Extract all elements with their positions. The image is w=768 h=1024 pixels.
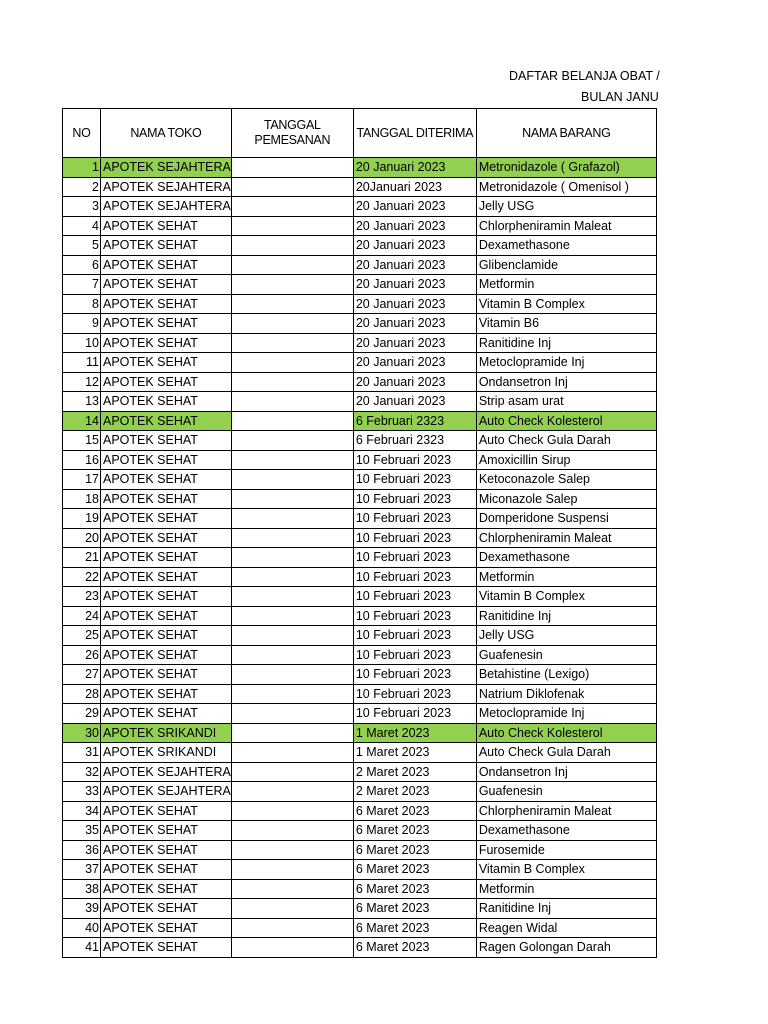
cell-nama-barang: Glibenclamide [476,255,656,275]
document-title: DAFTAR BELANJA OBAT / [509,69,660,83]
cell-tanggal-pemesanan [231,275,353,295]
table-row [63,294,657,314]
cell-tanggal-pemesanan [231,314,353,334]
cell-no: 32 [63,762,101,782]
table-row [63,606,657,626]
cell-tanggal-diterima: 1 Maret 2023 [353,743,476,763]
cell-no: 11 [63,353,101,373]
cell-nama-toko: APOTEK SEJAHTERA [101,782,232,802]
cell-tanggal-diterima: 20 Januari 2023 [353,255,476,275]
cell-nama-toko: APOTEK SEHAT [101,255,232,275]
cell-tanggal-pemesanan [231,392,353,412]
cell-no: 39 [63,899,101,919]
table-row [63,333,657,353]
cell-nama-barang: Vitamin B Complex [476,294,656,314]
cell-tanggal-diterima: 20 Januari 2023 [353,216,476,236]
cell-nama-toko: APOTEK SEHAT [101,411,232,431]
cell-tanggal-diterima: 10 Februari 2023 [353,704,476,724]
cell-no: 9 [63,314,101,334]
cell-tanggal-pemesanan [231,879,353,899]
column-header-nama-barang: NAMA BARANG [476,109,656,158]
cell-tanggal-diterima: 10 Februari 2023 [353,587,476,607]
cell-nama-barang: Domperidone Suspensi [476,509,656,529]
table-row [63,860,657,880]
table-row [63,431,657,451]
cell-no: 1 [63,158,101,178]
table-row [63,645,657,665]
cell-nama-barang: Ranitidine Inj [476,899,656,919]
cell-nama-toko: APOTEK SEJAHTERA [101,158,232,178]
cell-no: 38 [63,879,101,899]
table-row [63,255,657,275]
table-row [63,587,657,607]
cell-tanggal-pemesanan [231,431,353,451]
table-row [63,801,657,821]
cell-tanggal-diterima: 10 Februari 2023 [353,567,476,587]
cell-nama-barang: Ondansetron Inj [476,762,656,782]
cell-nama-barang: Metronidazole ( Omenisol ) [476,177,656,197]
table-row [63,704,657,724]
table-row [63,899,657,919]
table-row [63,197,657,217]
cell-tanggal-pemesanan [231,821,353,841]
cell-tanggal-diterima: 10 Februari 2023 [353,489,476,509]
cell-nama-barang: Ketoconazole Salep [476,470,656,490]
cell-no: 36 [63,840,101,860]
cell-tanggal-diterima: 6 Maret 2023 [353,899,476,919]
cell-tanggal-diterima: 10 Februari 2023 [353,548,476,568]
cell-nama-toko: APOTEK SEHAT [101,450,232,470]
cell-nama-toko: APOTEK SEHAT [101,704,232,724]
cell-nama-toko: APOTEK SEHAT [101,801,232,821]
cell-nama-toko: APOTEK SEHAT [101,489,232,509]
cell-nama-barang: Jelly USG [476,626,656,646]
cell-no: 17 [63,470,101,490]
cell-nama-barang: Guafenesin [476,782,656,802]
cell-no: 10 [63,333,101,353]
table-row [63,177,657,197]
table-row [63,470,657,490]
cell-no: 4 [63,216,101,236]
cell-nama-toko: APOTEK SEHAT [101,314,232,334]
cell-nama-barang: Ranitidine Inj [476,333,656,353]
cell-tanggal-pemesanan [231,704,353,724]
table-row [63,353,657,373]
cell-nama-barang: Strip asam urat [476,392,656,412]
cell-nama-toko: APOTEK SEHAT [101,918,232,938]
cell-tanggal-pemesanan [231,860,353,880]
cell-tanggal-diterima: 20 Januari 2023 [353,392,476,412]
table-row [63,548,657,568]
cell-nama-toko: APOTEK SEHAT [101,879,232,899]
cell-nama-barang: Auto Check Gula Darah [476,431,656,451]
cell-nama-barang: Ondansetron Inj [476,372,656,392]
table-row [63,723,657,743]
table-row [63,821,657,841]
cell-no: 7 [63,275,101,295]
table-row [63,938,657,958]
cell-nama-toko: APOTEK SEHAT [101,626,232,646]
cell-nama-toko: APOTEK SEHAT [101,606,232,626]
cell-tanggal-diterima: 6 Februari 2323 [353,431,476,451]
cell-nama-barang: Chlorpheniramin Maleat [476,216,656,236]
cell-no: 29 [63,704,101,724]
cell-tanggal-diterima: 6 Maret 2023 [353,938,476,958]
cell-tanggal-diterima: 10 Februari 2023 [353,665,476,685]
cell-tanggal-diterima: 10 Februari 2023 [353,626,476,646]
cell-no: 16 [63,450,101,470]
table-row [63,411,657,431]
cell-tanggal-pemesanan [231,782,353,802]
purchase-table [62,108,657,958]
cell-nama-barang: Furosemide [476,840,656,860]
cell-tanggal-diterima: 20 Januari 2023 [353,353,476,373]
cell-no: 20 [63,528,101,548]
table-row [63,782,657,802]
table-row [63,392,657,412]
cell-tanggal-pemesanan [231,567,353,587]
cell-tanggal-pemesanan [231,743,353,763]
cell-tanggal-diterima: 2 Maret 2023 [353,762,476,782]
cell-tanggal-pemesanan [231,411,353,431]
cell-nama-barang: Dexamethasone [476,236,656,256]
cell-tanggal-pemesanan [231,489,353,509]
cell-nama-barang: Metoclopramide Inj [476,704,656,724]
cell-tanggal-pemesanan [231,548,353,568]
document-header [0,0,660,110]
cell-no: 23 [63,587,101,607]
cell-tanggal-pemesanan [231,938,353,958]
cell-nama-barang: Vitamin B6 [476,314,656,334]
table-row [63,743,657,763]
column-header-tanggal-diterima: TANGGAL DITERIMA [353,109,476,158]
cell-no: 25 [63,626,101,646]
table-row [63,236,657,256]
cell-tanggal-diterima: 6 Maret 2023 [353,879,476,899]
table-row [63,314,657,334]
cell-tanggal-diterima: 10 Februari 2023 [353,645,476,665]
cell-nama-toko: APOTEK SEHAT [101,587,232,607]
cell-nama-barang: Metoclopramide Inj [476,353,656,373]
cell-nama-barang: Metformin [476,567,656,587]
cell-nama-barang: Auto Check Gula Darah [476,743,656,763]
cell-no: 24 [63,606,101,626]
cell-nama-toko: APOTEK SEJAHTERA [101,177,232,197]
cell-tanggal-diterima: 2 Maret 2023 [353,782,476,802]
cell-nama-barang: Betahistine (Lexigo) [476,665,656,685]
cell-tanggal-diterima: 20Januari 2023 [353,177,476,197]
cell-tanggal-diterima: 6 Februari 2323 [353,411,476,431]
cell-nama-toko: APOTEK SEHAT [101,860,232,880]
cell-tanggal-diterima: 20 Januari 2023 [353,294,476,314]
cell-nama-barang: Ragen Golongan Darah [476,938,656,958]
cell-no: 22 [63,567,101,587]
cell-tanggal-pemesanan [231,665,353,685]
cell-nama-barang: Auto Check Kolesterol [476,411,656,431]
cell-tanggal-diterima: 6 Maret 2023 [353,918,476,938]
cell-tanggal-pemesanan [231,333,353,353]
cell-no: 6 [63,255,101,275]
cell-tanggal-pemesanan [231,723,353,743]
cell-nama-toko: APOTEK SEHAT [101,684,232,704]
cell-tanggal-pemesanan [231,255,353,275]
cell-nama-barang: Dexamethasone [476,821,656,841]
cell-nama-toko: APOTEK SRIKANDI [101,743,232,763]
table-header-row [63,109,657,158]
table-row [63,879,657,899]
cell-no: 8 [63,294,101,314]
cell-nama-barang: Metformin [476,879,656,899]
cell-tanggal-pemesanan [231,470,353,490]
table-row [63,762,657,782]
column-header-no: NO [63,109,101,158]
table-row [63,489,657,509]
cell-tanggal-pemesanan [231,158,353,178]
cell-tanggal-diterima: 20 Januari 2023 [353,158,476,178]
cell-tanggal-pemesanan [231,762,353,782]
cell-no: 26 [63,645,101,665]
cell-no: 21 [63,548,101,568]
table-row [63,528,657,548]
cell-nama-toko: APOTEK SEHAT [101,470,232,490]
cell-nama-barang: Metformin [476,275,656,295]
table-row [63,840,657,860]
cell-tanggal-pemesanan [231,587,353,607]
cell-no: 18 [63,489,101,509]
cell-no: 5 [63,236,101,256]
cell-nama-barang: Natrium Diklofenak [476,684,656,704]
cell-tanggal-diterima: 20 Januari 2023 [353,236,476,256]
cell-tanggal-diterima: 20 Januari 2023 [353,275,476,295]
cell-tanggal-pemesanan [231,606,353,626]
cell-tanggal-pemesanan [231,509,353,529]
cell-nama-barang: Ranitidine Inj [476,606,656,626]
cell-no: 28 [63,684,101,704]
cell-no: 2 [63,177,101,197]
cell-tanggal-pemesanan [231,840,353,860]
cell-tanggal-diterima: 6 Maret 2023 [353,860,476,880]
cell-tanggal-diterima: 10 Februari 2023 [353,509,476,529]
cell-nama-barang: Metronidazole ( Grafazol) [476,158,656,178]
cell-tanggal-pemesanan [231,372,353,392]
cell-tanggal-diterima: 10 Februari 2023 [353,528,476,548]
cell-no: 34 [63,801,101,821]
cell-nama-toko: APOTEK SEJAHTERA [101,762,232,782]
cell-tanggal-diterima: 20 Januari 2023 [353,372,476,392]
cell-nama-toko: APOTEK SEHAT [101,353,232,373]
cell-nama-toko: APOTEK SEHAT [101,275,232,295]
cell-tanggal-pemesanan [231,353,353,373]
cell-nama-barang: Auto Check Kolesterol [476,723,656,743]
cell-no: 13 [63,392,101,412]
cell-tanggal-diterima: 10 Februari 2023 [353,470,476,490]
table-row [63,509,657,529]
cell-no: 31 [63,743,101,763]
cell-nama-toko: APOTEK SEJAHTERA [101,197,232,217]
cell-nama-barang: Reagen Widal [476,918,656,938]
cell-nama-toko: APOTEK SEHAT [101,938,232,958]
cell-tanggal-pemesanan [231,801,353,821]
cell-tanggal-pemesanan [231,216,353,236]
cell-tanggal-pemesanan [231,236,353,256]
cell-nama-barang: Chlorpheniramin Maleat [476,801,656,821]
cell-nama-toko: APOTEK SEHAT [101,392,232,412]
cell-tanggal-pemesanan [231,684,353,704]
cell-nama-barang: Vitamin B Complex [476,860,656,880]
table-row [63,158,657,178]
table-row [63,918,657,938]
cell-tanggal-pemesanan [231,626,353,646]
table-row [63,626,657,646]
table-row [63,665,657,685]
cell-tanggal-diterima: 10 Februari 2023 [353,684,476,704]
cell-no: 14 [63,411,101,431]
cell-nama-toko: APOTEK SEHAT [101,840,232,860]
cell-no: 40 [63,918,101,938]
table-row [63,450,657,470]
cell-nama-toko: APOTEK SEHAT [101,567,232,587]
cell-nama-toko: APOTEK SRIKANDI [101,723,232,743]
cell-tanggal-diterima: 20 Januari 2023 [353,197,476,217]
cell-nama-toko: APOTEK SEHAT [101,216,232,236]
cell-tanggal-pemesanan [231,450,353,470]
cell-tanggal-pemesanan [231,528,353,548]
cell-tanggal-diterima: 10 Februari 2023 [353,606,476,626]
cell-nama-toko: APOTEK SEHAT [101,528,232,548]
table-row [63,567,657,587]
column-header-nama-toko: NAMA TOKO [101,109,232,158]
cell-no: 41 [63,938,101,958]
cell-nama-toko: APOTEK SEHAT [101,899,232,919]
cell-nama-toko: APOTEK SEHAT [101,665,232,685]
cell-tanggal-pemesanan [231,918,353,938]
cell-no: 35 [63,821,101,841]
cell-tanggal-diterima: 6 Maret 2023 [353,840,476,860]
cell-nama-barang: Miconazole Salep [476,489,656,509]
cell-tanggal-pemesanan [231,645,353,665]
cell-nama-barang: Amoxicillin Sirup [476,450,656,470]
cell-tanggal-pemesanan [231,294,353,314]
table-row [63,275,657,295]
cell-no: 27 [63,665,101,685]
cell-nama-toko: APOTEK SEHAT [101,236,232,256]
cell-nama-toko: APOTEK SEHAT [101,294,232,314]
table-row [63,216,657,236]
cell-tanggal-pemesanan [231,177,353,197]
cell-tanggal-pemesanan [231,899,353,919]
cell-no: 33 [63,782,101,802]
table-row [63,372,657,392]
cell-no: 19 [63,509,101,529]
cell-nama-barang: Jelly USG [476,197,656,217]
cell-nama-barang: Guafenesin [476,645,656,665]
cell-nama-toko: APOTEK SEHAT [101,372,232,392]
cell-nama-toko: APOTEK SEHAT [101,645,232,665]
cell-tanggal-diterima: 10 Februari 2023 [353,450,476,470]
cell-no: 3 [63,197,101,217]
cell-no: 30 [63,723,101,743]
cell-nama-toko: APOTEK SEHAT [101,509,232,529]
cell-tanggal-diterima: 6 Maret 2023 [353,801,476,821]
cell-nama-barang: Chlorpheniramin Maleat [476,528,656,548]
document-subtitle: BULAN JANU [581,90,659,104]
column-header-tanggal-pemesanan: TANGGAL PEMESANAN [231,109,353,158]
cell-nama-barang: Dexamethasone [476,548,656,568]
cell-no: 15 [63,431,101,451]
table-row [63,684,657,704]
cell-nama-toko: APOTEK SEHAT [101,333,232,353]
cell-tanggal-pemesanan [231,197,353,217]
cell-nama-toko: APOTEK SEHAT [101,431,232,451]
cell-nama-toko: APOTEK SEHAT [101,548,232,568]
cell-tanggal-diterima: 20 Januari 2023 [353,314,476,334]
table-body [63,158,657,958]
cell-no: 12 [63,372,101,392]
cell-no: 37 [63,860,101,880]
cell-tanggal-diterima: 6 Maret 2023 [353,821,476,841]
cell-nama-toko: APOTEK SEHAT [101,821,232,841]
cell-nama-barang: Vitamin B Complex [476,587,656,607]
cell-tanggal-diterima: 1 Maret 2023 [353,723,476,743]
cell-tanggal-diterima: 20 Januari 2023 [353,333,476,353]
